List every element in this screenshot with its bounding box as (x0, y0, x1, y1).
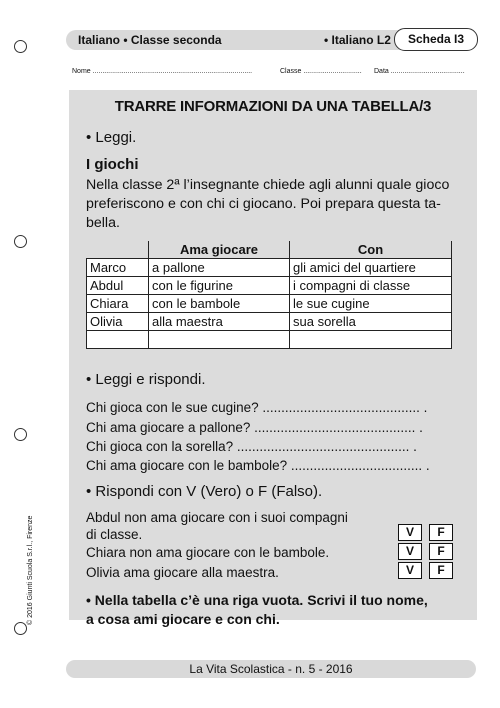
true-checkbox[interactable]: V (398, 543, 422, 560)
table-row (87, 277, 452, 295)
true-checkbox[interactable]: V (398, 562, 422, 579)
table-cell: alla maestra (149, 313, 290, 331)
table-cell: le sue cugine (290, 295, 452, 313)
games-table (86, 241, 452, 349)
story-subtitle: I giochi (86, 156, 139, 173)
true-checkbox[interactable]: V (398, 524, 422, 541)
table-cell: con le bambole (149, 295, 290, 313)
statement-text: Abdul non ama giocare con i suoi compagni (86, 510, 348, 525)
binder-hole-icon (14, 622, 27, 635)
table-cell[interactable] (149, 331, 290, 349)
table-cell: sua sorella (290, 313, 452, 331)
footer-bar: La Vita Scolastica - n. 5 - 2016 (66, 660, 476, 678)
worksheet-title: TRARRE INFORMAZIONI DA UNA TABELLA/3 (114, 98, 432, 115)
instruction-fill-row: • Nella tabella c’è una riga vuota. Scrivi il tuo nome, (86, 592, 428, 608)
table-header-row (87, 241, 452, 259)
story-paragraph: Nella classe 2ª l’insegnante chiede agli alunni quale gioco preferiscono e con chi ci giocano. Poi prepara questa tabella. (86, 177, 450, 231)
table-row (87, 259, 452, 277)
table-header-cell (87, 241, 149, 259)
question-line[interactable]: Chi gioca con la sorella? .............................................. . (86, 439, 417, 454)
question-line[interactable]: Chi ama giocare a pallone? ........................................... . (86, 420, 423, 435)
table-cell: Olivia (87, 313, 149, 331)
class-field[interactable]: Classe .............................. (280, 68, 362, 75)
table-cell: a pallone (149, 259, 290, 277)
header-bar (66, 30, 476, 50)
table-cell: Marco (87, 259, 149, 277)
table-cell: i compagni di classe (290, 277, 452, 295)
question-line[interactable]: Chi ama giocare con le bambole? ................................... . (86, 458, 430, 473)
statement-text: Chiara non ama giocare con le bambole. (86, 545, 330, 560)
table-cell[interactable] (290, 331, 452, 349)
instruction-fill-row-cont: a cosa ami giocare e con chi. (86, 611, 280, 627)
sheet-label: Scheda I3 (394, 28, 478, 51)
false-checkbox[interactable]: F (429, 543, 453, 560)
table-header-cell: Con (290, 241, 452, 259)
table-cell[interactable] (87, 331, 149, 349)
date-field[interactable]: Data ...................................... (374, 68, 465, 75)
instruction-read-answer: • Leggi e rispondi. (86, 371, 206, 388)
binder-hole-icon (14, 40, 27, 53)
question-line[interactable]: Chi gioca con le sue cugine? .......................................... . (86, 400, 428, 415)
table-row (87, 313, 452, 331)
statement-text: di classe. (86, 527, 143, 542)
course-label: • Italiano L2 (324, 33, 391, 47)
table-cell: Chiara (87, 295, 149, 313)
table-header-cell: Ama giocare (149, 241, 290, 259)
table-row-empty[interactable] (87, 331, 452, 349)
table-cell: Abdul (87, 277, 149, 295)
instruction-true-false: • Rispondi con V (Vero) o F (Falso). (86, 483, 323, 500)
false-checkbox[interactable]: F (429, 524, 453, 541)
false-checkbox[interactable]: F (429, 562, 453, 579)
binder-hole-icon (14, 428, 27, 441)
table-cell: con le figurine (149, 277, 290, 295)
subject-label: Italiano • Classe seconda (78, 33, 222, 47)
name-field[interactable]: Nome .................................................................................. (72, 68, 253, 75)
table-row (87, 295, 452, 313)
instruction-read: • Leggi. (86, 129, 137, 146)
table-cell: gli amici del quartiere (290, 259, 452, 277)
statement-text: Olivia ama giocare alla maestra. (86, 565, 279, 580)
binder-hole-icon (14, 235, 27, 248)
copyright-text: © 2016 Giunti Scuola S.r.l., Firenze (27, 515, 34, 625)
